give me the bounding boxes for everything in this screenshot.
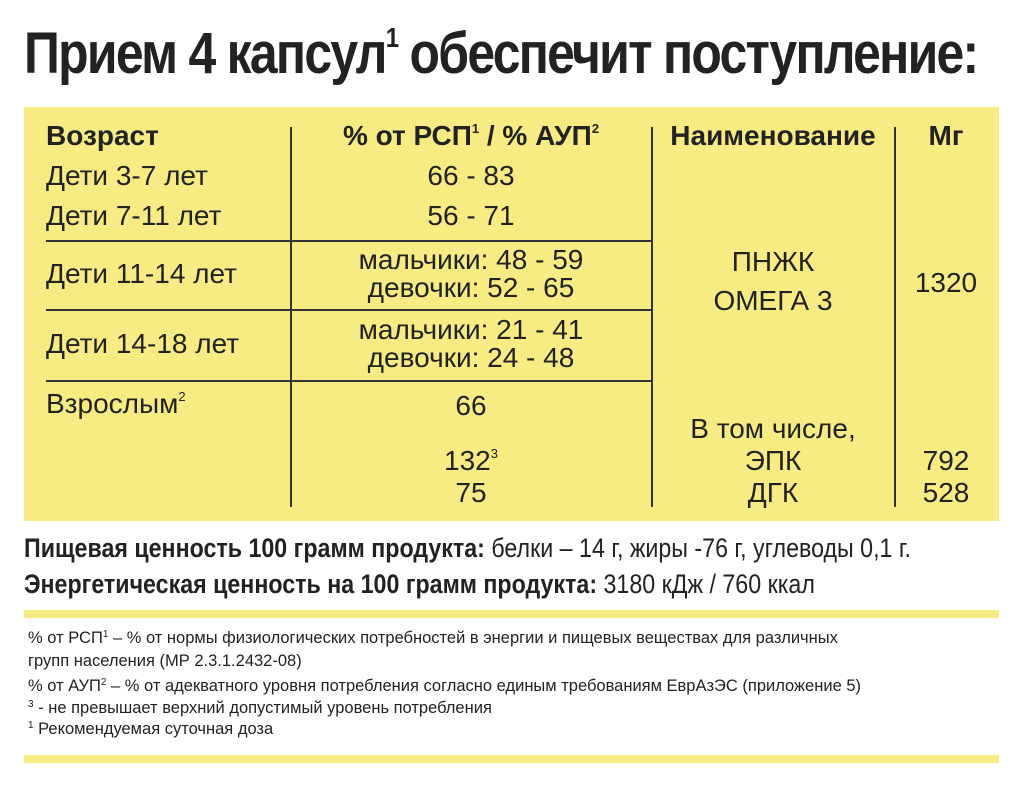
omega3-name: ОМЕГА 3 xyxy=(713,285,833,316)
row-age: Дети 14-18 лет xyxy=(46,328,240,359)
table-row-divider xyxy=(46,309,652,311)
header-age: Возраст xyxy=(46,120,159,151)
table-row-divider xyxy=(46,240,652,242)
row-age: Дети 7-11 лет xyxy=(46,200,222,231)
mg-epa: 792 xyxy=(922,445,970,476)
row-percent: 56 - 71 xyxy=(427,200,515,231)
divider-bar-bottom xyxy=(24,755,999,763)
mg-total: 1320 xyxy=(914,267,978,298)
row-percent-boys: мальчики: 21 - 41 xyxy=(358,314,584,345)
dha-name: ДГК xyxy=(747,477,799,508)
epa-name: ЭПК xyxy=(744,445,802,476)
row-percent-girls: девочки: 24 - 48 xyxy=(367,342,575,373)
divider-bar-top xyxy=(24,610,999,618)
footnote-aup: % от АУП$^2$ – % от адекватного уровня потребления согласно единым требованиям ЕврАзЭС (приложение 5) xyxy=(28,677,861,695)
row-percent-boys: мальчики: 48 - 59 xyxy=(358,244,584,275)
row-age: Взрослым$^2$ xyxy=(46,388,186,419)
footnote-daily-dose: $^1$ Рекомендуемая суточная доза xyxy=(28,720,274,738)
footnote-rsp: % от РСП$^1$ – % от нормы физиологических потребностей в энергии и пищевых веществах для различных xyxy=(28,629,838,647)
table-row-divider xyxy=(46,380,652,382)
title-superscript: 1 xyxy=(385,21,398,53)
food-value-line: Пищевая ценность 100 грамм продукта: белки – 14 г, жиры -76 г, углеводы 0,1 г. xyxy=(24,533,911,563)
row-percent: 66 xyxy=(455,390,487,421)
footnote-upper-limit: $^3$ - не превышает верхний допустимый уровень потребления xyxy=(28,699,492,717)
row-percent-girls: девочки: 52 - 65 xyxy=(367,272,575,303)
header-name: Наименование xyxy=(670,120,876,151)
energy-value-line: Энергетическая ценность на 100 грамм продукта: 3180 кДж / 760 ккал xyxy=(24,569,815,599)
including-label: В том числе, xyxy=(690,413,856,444)
header-percent: % от РСП$^1$ / % АУП$^2$ xyxy=(342,120,600,151)
page-title: Прием 4 капсул$^1$ обеспечит поступление: xyxy=(24,21,978,86)
header-mg: Мг xyxy=(928,120,964,151)
pufa-name: ПНЖК xyxy=(731,246,815,277)
row-percent-dha: 75 xyxy=(455,477,487,508)
row-age: Дети 3-7 лет xyxy=(46,160,208,191)
row-age: Дети 11-14 лет xyxy=(46,258,237,289)
mg-dha: 528 xyxy=(922,477,970,508)
row-percent: 66 - 83 xyxy=(427,160,515,191)
footnote-rsp-cont: групп населения (МР 2.3.1.2432-08) xyxy=(28,652,302,670)
row-percent-epa: $132^3$ xyxy=(444,445,498,476)
